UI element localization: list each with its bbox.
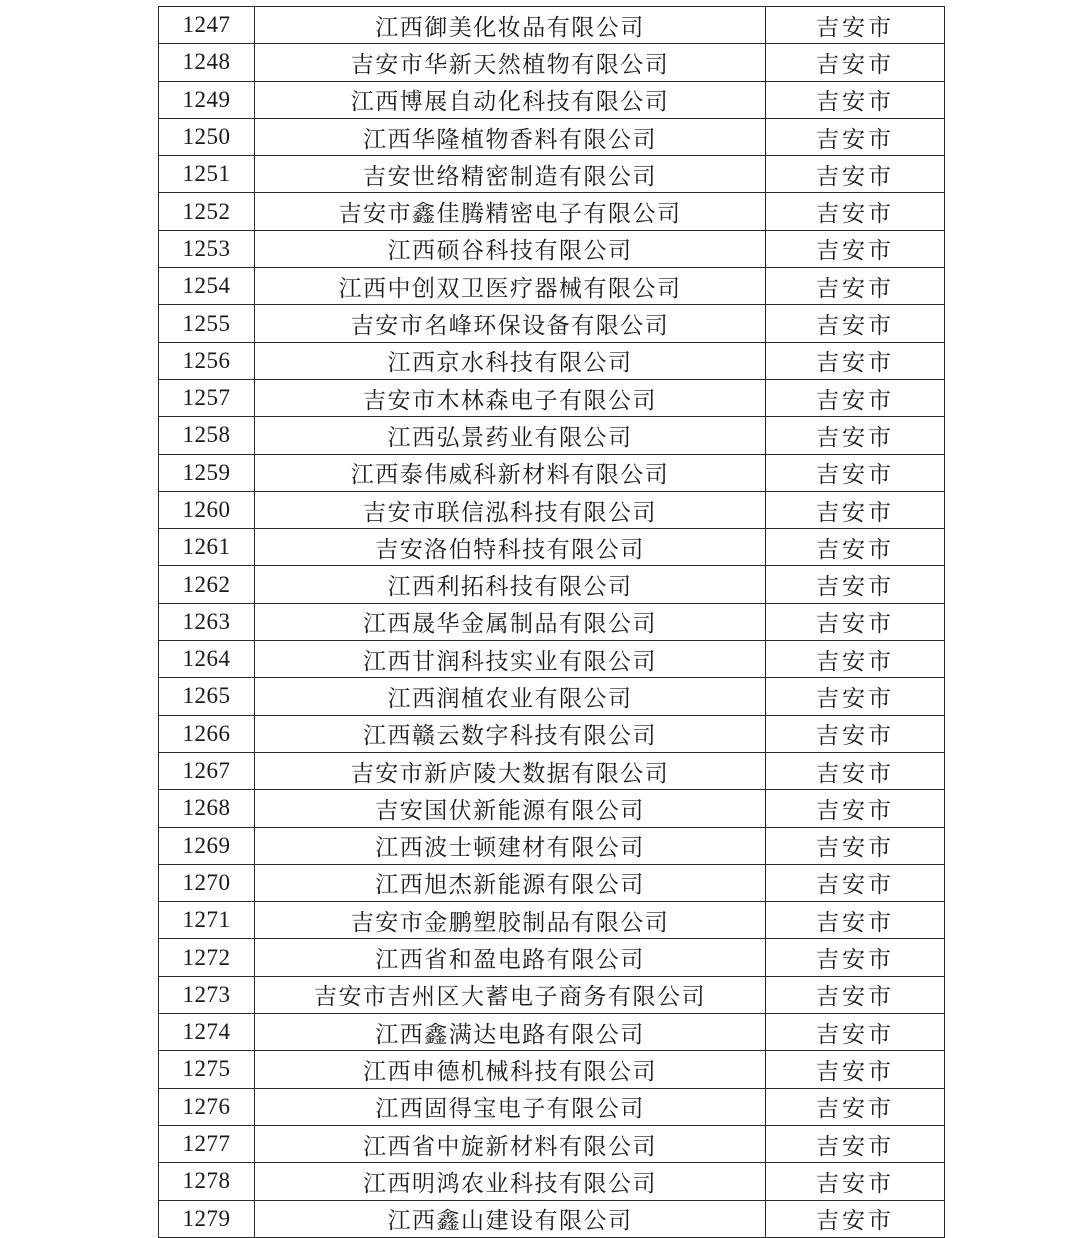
table-row: [159, 305, 945, 342]
row-number-cell: 1275: [159, 1051, 255, 1088]
company-name-cell: 江西省和盈电路有限公司: [255, 939, 766, 976]
city-cell: 吉安市: [766, 752, 945, 789]
table-row: [159, 752, 945, 789]
row-number-cell: 1248: [159, 44, 255, 81]
table-row: [159, 790, 945, 827]
row-number-cell: 1266: [159, 715, 255, 752]
row-number-cell: 1262: [159, 566, 255, 603]
company-name-cell: 吉安市鑫佳腾精密电子有限公司: [255, 193, 766, 230]
city-cell: 吉安市: [766, 7, 945, 44]
city-cell: 吉安市: [766, 342, 945, 379]
city-cell: 吉安市: [766, 230, 945, 267]
city-cell: 吉安市: [766, 156, 945, 193]
row-number-cell: 1279: [159, 1200, 255, 1237]
city-cell: 吉安市: [766, 1051, 945, 1088]
table-row: [159, 1200, 945, 1237]
row-number-cell: 1274: [159, 1014, 255, 1051]
row-number-cell: 1247: [159, 7, 255, 44]
company-name-cell: 吉安国伏新能源有限公司: [255, 790, 766, 827]
table-row: [159, 491, 945, 528]
row-number-cell: 1271: [159, 902, 255, 939]
row-number-cell: 1264: [159, 641, 255, 678]
table-row: [159, 44, 945, 81]
row-number-cell: 1252: [159, 193, 255, 230]
company-name-cell: 江西泰伟威科新材料有限公司: [255, 454, 766, 491]
company-name-cell: 江西华隆植物香料有限公司: [255, 118, 766, 155]
row-number-cell: 1273: [159, 976, 255, 1013]
row-number-cell: 1260: [159, 491, 255, 528]
city-cell: 吉安市: [766, 715, 945, 752]
company-name-cell: 江西鑫满达电路有限公司: [255, 1014, 766, 1051]
city-cell: 吉安市: [766, 454, 945, 491]
table-row: [159, 156, 945, 193]
city-cell: 吉安市: [766, 305, 945, 342]
company-name-cell: 吉安世络精密制造有限公司: [255, 156, 766, 193]
company-name-cell: 江西弘景药业有限公司: [255, 417, 766, 454]
city-cell: 吉安市: [766, 379, 945, 416]
company-name-cell: 江西省中旋新材料有限公司: [255, 1125, 766, 1162]
city-cell: 吉安市: [766, 566, 945, 603]
row-number-cell: 1253: [159, 230, 255, 267]
table-row: [159, 827, 945, 864]
table-row: [159, 566, 945, 603]
company-name-cell: 江西中创双卫医疗器械有限公司: [255, 268, 766, 305]
company-name-cell: 吉安市金鹏塑胶制品有限公司: [255, 902, 766, 939]
city-cell: 吉安市: [766, 864, 945, 901]
row-number-cell: 1255: [159, 305, 255, 342]
table-row: [159, 268, 945, 305]
city-cell: 吉安市: [766, 268, 945, 305]
table-row: [159, 939, 945, 976]
company-name-cell: 江西甘润科技实业有限公司: [255, 641, 766, 678]
city-cell: 吉安市: [766, 1088, 945, 1125]
company-name-cell: 吉安洛伯特科技有限公司: [255, 529, 766, 566]
city-cell: 吉安市: [766, 976, 945, 1013]
row-number-cell: 1249: [159, 81, 255, 118]
company-name-cell: 江西润植农业有限公司: [255, 678, 766, 715]
table-row: [159, 976, 945, 1013]
table-row: [159, 864, 945, 901]
table-row: [159, 454, 945, 491]
city-cell: 吉安市: [766, 902, 945, 939]
company-name-cell: 吉安市木林森电子有限公司: [255, 379, 766, 416]
row-number-cell: 1270: [159, 864, 255, 901]
row-number-cell: 1263: [159, 603, 255, 640]
table-row: [159, 230, 945, 267]
row-number-cell: 1269: [159, 827, 255, 864]
company-name-cell: 江西赣云数字科技有限公司: [255, 715, 766, 752]
table-row: [159, 1163, 945, 1200]
row-number-cell: 1257: [159, 379, 255, 416]
city-cell: 吉安市: [766, 641, 945, 678]
city-cell: 吉安市: [766, 193, 945, 230]
row-number-cell: 1258: [159, 417, 255, 454]
city-cell: 吉安市: [766, 529, 945, 566]
company-name-cell: 江西波士顿建材有限公司: [255, 827, 766, 864]
company-name-cell: 江西申德机械科技有限公司: [255, 1051, 766, 1088]
city-cell: 吉安市: [766, 603, 945, 640]
row-number-cell: 1251: [159, 156, 255, 193]
row-number-cell: 1268: [159, 790, 255, 827]
table-row: [159, 342, 945, 379]
company-name-cell: 江西京水科技有限公司: [255, 342, 766, 379]
table-row: [159, 193, 945, 230]
city-cell: 吉安市: [766, 1163, 945, 1200]
company-name-cell: 吉安市联信泓科技有限公司: [255, 491, 766, 528]
row-number-cell: 1254: [159, 268, 255, 305]
company-name-cell: 江西博展自动化科技有限公司: [255, 81, 766, 118]
table-row: [159, 1014, 945, 1051]
city-cell: 吉安市: [766, 1125, 945, 1162]
row-number-cell: 1278: [159, 1163, 255, 1200]
company-name-cell: 江西利拓科技有限公司: [255, 566, 766, 603]
company-name-cell: 江西御美化妆品有限公司: [255, 7, 766, 44]
row-number-cell: 1261: [159, 529, 255, 566]
row-number-cell: 1256: [159, 342, 255, 379]
table-row: [159, 902, 945, 939]
table-row: [159, 7, 945, 44]
table-row: [159, 1088, 945, 1125]
row-number-cell: 1265: [159, 678, 255, 715]
table-row: [159, 81, 945, 118]
company-name-cell: 江西明鸿农业科技有限公司: [255, 1163, 766, 1200]
city-cell: 吉安市: [766, 827, 945, 864]
city-cell: 吉安市: [766, 81, 945, 118]
table-body: [159, 7, 945, 1238]
company-name-cell: 江西固得宝电子有限公司: [255, 1088, 766, 1125]
table-row: [159, 379, 945, 416]
company-name-cell: 江西鑫山建设有限公司: [255, 1200, 766, 1237]
table-row: [159, 1051, 945, 1088]
company-name-cell: 江西硕谷科技有限公司: [255, 230, 766, 267]
table-row: [159, 603, 945, 640]
city-cell: 吉安市: [766, 118, 945, 155]
city-cell: 吉安市: [766, 1200, 945, 1237]
row-number-cell: 1267: [159, 752, 255, 789]
city-cell: 吉安市: [766, 790, 945, 827]
table-row: [159, 1125, 945, 1162]
city-cell: 吉安市: [766, 491, 945, 528]
company-name-cell: 吉安市新庐陵大数据有限公司: [255, 752, 766, 789]
company-list-table: [158, 6, 945, 1238]
company-name-cell: 江西旭杰新能源有限公司: [255, 864, 766, 901]
table-row: [159, 417, 945, 454]
row-number-cell: 1272: [159, 939, 255, 976]
row-number-cell: 1277: [159, 1125, 255, 1162]
city-cell: 吉安市: [766, 678, 945, 715]
city-cell: 吉安市: [766, 939, 945, 976]
row-number-cell: 1276: [159, 1088, 255, 1125]
city-cell: 吉安市: [766, 44, 945, 81]
company-name-cell: 吉安市吉州区大蓄电子商务有限公司: [255, 976, 766, 1013]
table-row: [159, 529, 945, 566]
company-name-cell: 吉安市华新天然植物有限公司: [255, 44, 766, 81]
company-name-cell: 吉安市名峰环保设备有限公司: [255, 305, 766, 342]
row-number-cell: 1259: [159, 454, 255, 491]
table-row: [159, 641, 945, 678]
city-cell: 吉安市: [766, 417, 945, 454]
table-row: [159, 678, 945, 715]
row-number-cell: 1250: [159, 118, 255, 155]
company-name-cell: 江西晟华金属制品有限公司: [255, 603, 766, 640]
table-row: [159, 118, 945, 155]
table-row: [159, 715, 945, 752]
city-cell: 吉安市: [766, 1014, 945, 1051]
